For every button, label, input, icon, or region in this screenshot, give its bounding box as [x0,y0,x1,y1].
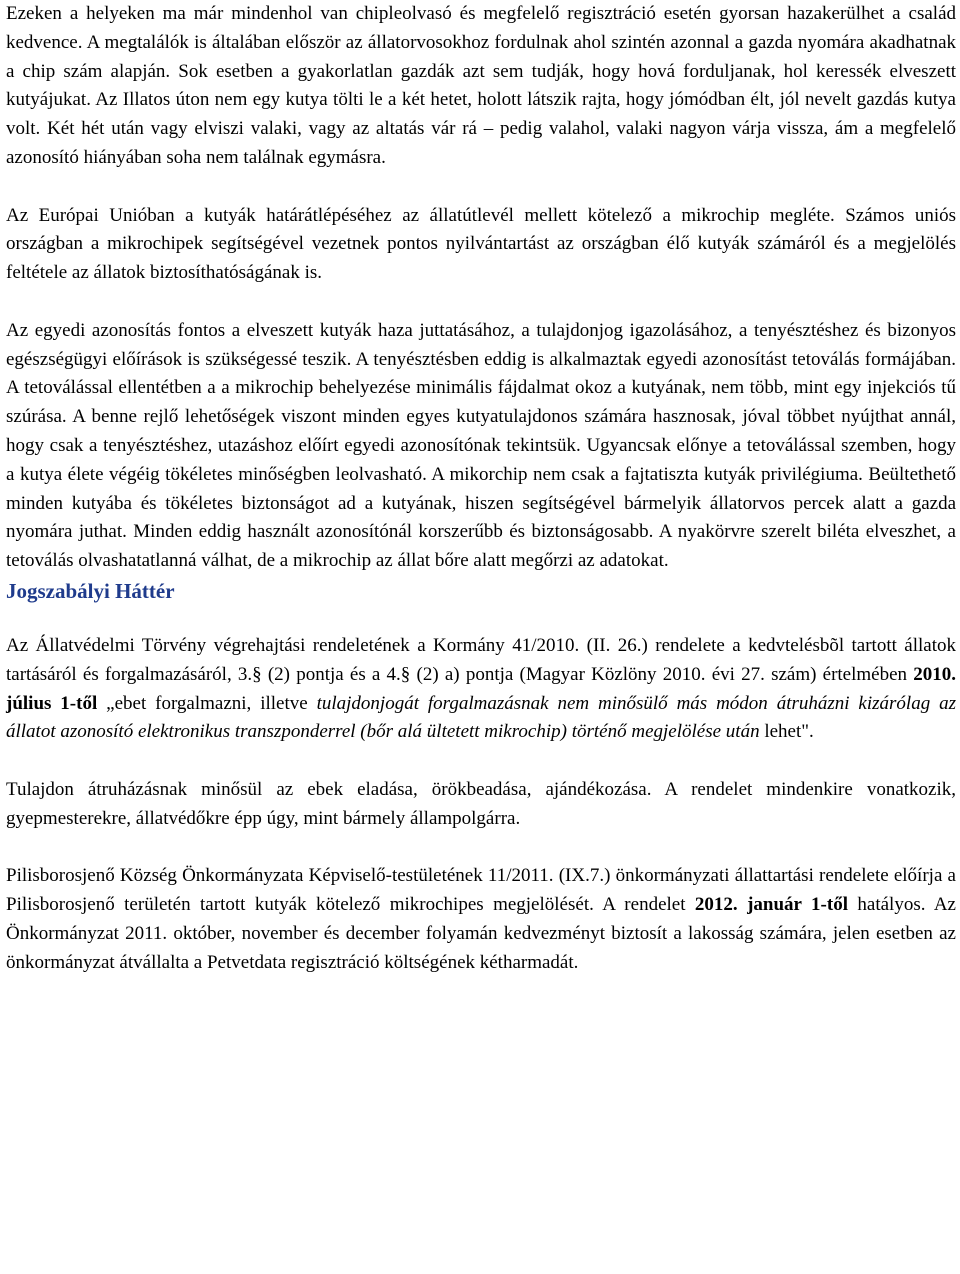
paragraph-local-ordinance [6,862,956,977]
ordinance-effective-date: 2012. január 1-től [694,894,848,916]
section-heading-legal-background: Jogszabályi Háttér [6,578,175,603]
ordinance-text-end: hatályos. Az Önkormányzat 2011. október, november és december folyamán kedvezményt biztosít a lakosság számára, jelen esetben az önkormányzat átvállalta a Petvetdata regisztráció költségének kétharmadát. [6,894,956,973]
paragraph-chip-readers: Ezeken a helyeken ma már mindenhol van chipleolvasó és megfelelő regisztráció esetén gyorsan hazakerülhet a család kedvence. A megtalálók is általában először az állatorvosokhoz fordulnak ahol szintén azonnal a gazda nyomára akadhatnak a chip szám alapján. Sok esetben a gyakorlatlan gazdák azt sem tudják, hogy hová forduljanak, hol keressék elveszett kutyájukat. Az Illatos úton nem egy kutya tölti le a két hetet, holott látszik rajta, hogy jómódban élt, jól nevelt gazdás kutya volt. Két hét után vagy elviszi valaki, vagy az altatás vár rá – pedig valahol, valaki nagyon várja vissza, ám a megfelelő azonosító hiányában soha nem találnak egymásra. [6,3,956,168]
paragraph-identification-benefits: Az egyedi azonosítás fontos a elveszett kutyák haza juttatásához, a tulajdonjog igazolásához, a tenyésztéshez és bizonyos egészségügyi előírások is szükségessé teszik. A tenyésztésben eddig is alkalmaztak egyedi azonosítást tetoválás formájában. A tetoválással ellentétben a a mikrochip behelyezése minimális fájdalmat okoz a kutyának, nem több, mint egy injekciós tű szúrása. A benne rejlő lehetőségek viszont minden egyes kutyatulajdonos számára hasznosak, jóval többet nyújthat annál, hogy csak a tenyésztéshez, utazáshoz előírt egyedi azonosítónak tekintsük. Ugyancsak előnye a tetoválással szemben, hogy a kutya élete végéig tökéletes minőségben leolvasható. A mikorchip nem csak a fajtatiszta kutyák privilégiuma. Beültethető minden kutyába és tökéletes biztonságot ad a kutyának, hiszen segítségével bármelyik állatorvos percek alatt a gazda nyomára juthat. Minden eddig használt azonosítónál korszerűbb és biztonságosabb. A nyakörvre szerelt biléta elveszhet, a tetoválás olvashatatlanná válhat, de a mikrochip az állat bőre alatt megőrzi az adatokat. [6,319,956,572]
paragraph-eu-requirement: Az Európai Unióban a kutyák határátlépéséhez az állatútlevél mellett kötelező a mikrochip megléte. Számos uniós országban a mikrochipek segítségével vezetnek pontos nyilvántartást az országban élő kutyák számáról és a megjelölés feltétele az állatok biztosíthatóságának is. [6,204,956,284]
decree-text-quote-start: „ebet forgalmazni, illetve [97,692,317,714]
decree-text-end: lehet". [759,721,814,743]
paragraph-government-decree [6,632,956,747]
ordinance-text-start: Pilisborosjenő Község Önkormányzata Képviselő-testületének 11/2011. (IX.7.) önkormányzati állattartási rendelete előírja a Pilisborosjenő területén tartott kutyák kötelező mikrochipes megjelölését. A rendelet [6,865,956,916]
decree-text-start: Az Állatvédelmi Törvény végrehajtási rendeletének a Kormány 41/2010. (II. 26.) rendelete a kedvtelésbõl tartott állatok tartásáról és forgalmazásáról, 3.§ (2) pontja és a 4.§ (2) a) pontja (Magyar Közlöny 2010. évi 27. szám) értelmében [6,634,956,685]
paragraph-ownership-transfer: Tulajdon átruházásnak minősül az ebek eladása, örökbeadása, ajándékozása. A rendelet mindenkire vonatkozik, gyepmesterekre, állatvédőkre épp úgy, mint bármely állampolgárra. [6,778,956,829]
decree-quoted-requirement: tulajdonjogát forgalmazásnak nem minősülő más módon átruházni kizárólag az állatot azonosító elektronikus transzponderrel (bőr alá ültetett mikrochip) történő megjelölése után [6,692,957,743]
document-page [6,0,956,978]
decree-effective-date: 2010. július 1-től [6,663,956,714]
